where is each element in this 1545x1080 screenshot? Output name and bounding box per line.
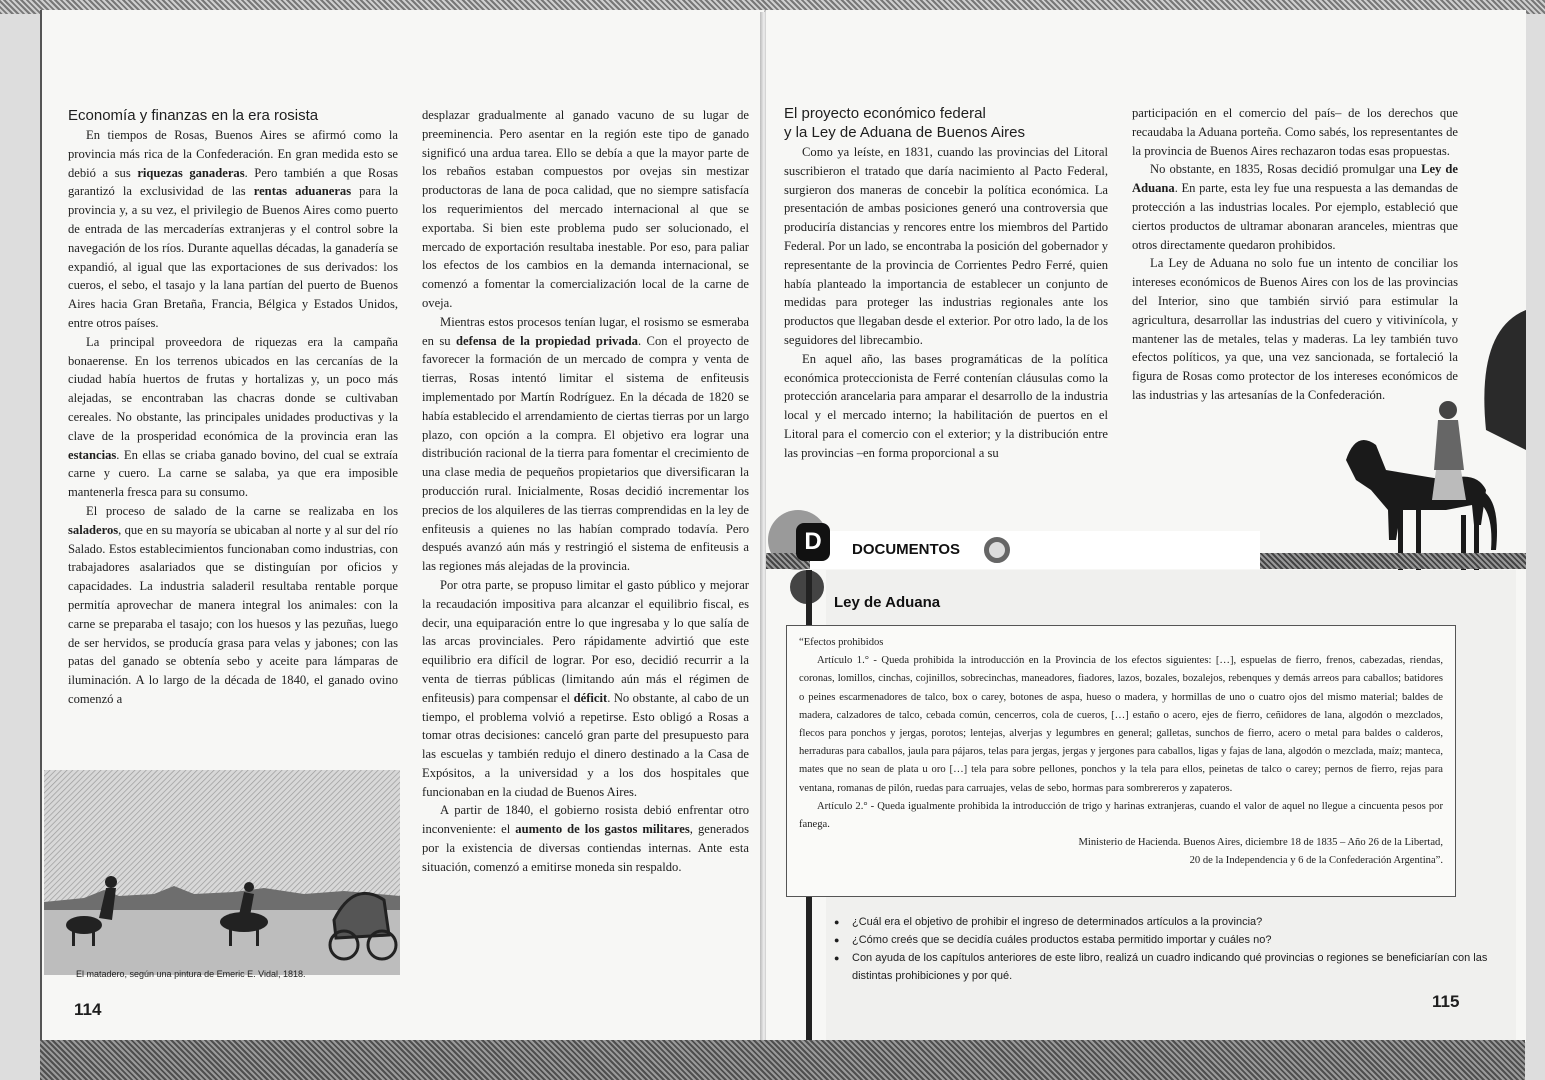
paragraph bbox=[422, 313, 749, 576]
quote-signature bbox=[799, 834, 1443, 870]
text-run: La Ley de Aduana no solo fue un intento de conciliar los intereses económicos de Buenos Aires con los de las provincias del Interior, sino que también sirvió para estimular la agricultura, desarrollar las industrias del cuero y vitivinícola, y mantener las de metales, telas y maderas. La ley también tuvo efectos políticos, ya que, una vez sancionada, se fortaleció la figura de Rosas como protector de los intereses económicos de las industrias y las artesanías de la Confederación. bbox=[1132, 256, 1458, 402]
text-run: . Con el proyecto de favorecer la formación de un mercado de compra y venta de tierras, Rosas intentó limitar el sistema de enfiteusis implementado por Martín Rodríguez. En la década de 1820 se había establecido el arrendamiento de ciertas tierras por un largo plazo, con opción a la compra. El objetivo era lograr una distribución racional de la tierra para fomentar el crecimiento de una clase media de pequeños propietarios que diversificaran la producción rural. Inicialmente, Rosas decidió incrementar los precios de los alquileres de las tierras comprendidas en la ley de enfiteusis a quienes no las habían comprado todavía. Pero después avanzó aún más y restringió el sistema de enfiteusis a las regiones más alejadas de la provincia. bbox=[422, 333, 749, 574]
text-run: Como ya leíste, en 1831, cuando las provincias del Litoral suscribieron el tratado que daría nacimiento al Pacto Federal, surgieron dos maneras de concebir la política económica. La presentación de ambas posiciones generó una controversia que produciría distancias y rencores entre los miembros del Partido Federal. Por un lado, se encontraba la posición del gobernador y representante de la provincia de Corrientes Pedro Ferré, quien había planteado la importancia de establecer un conjunto de medidas para proteger las industrias regionales ante los productos que llegaban desde el exterior. Por otro lado, la de los seguidores del librecambio. bbox=[784, 145, 1108, 347]
text-run: No obstante, en 1835, Rosas decidió promulgar una bbox=[1150, 162, 1422, 177]
paragraph bbox=[1132, 160, 1458, 254]
matadero-illustration bbox=[44, 770, 400, 975]
right-page bbox=[766, 10, 1526, 1042]
paragraph bbox=[422, 576, 749, 802]
bold-term: estancias bbox=[68, 447, 117, 462]
question-item: ● Con ayuda de los capítulos anteriores de este libro, realizá un cuadro indicando qué provincias o regiones se beneficiarían con las distintas prohibiciones y por qué. bbox=[852, 949, 1492, 985]
bold-term: déficit bbox=[573, 690, 608, 705]
paragraph bbox=[422, 106, 749, 313]
quote-article-2: Artículo 2.° - Queda igualmente prohibida la introducción de trigo y harinas extranjeras, cuando el valor de aquel no llegue a cincuenta pesos por fanega. bbox=[799, 800, 1443, 831]
left-column-1 bbox=[68, 106, 398, 709]
text-run: . Pero también a que Rosas garantizó la exclusividad de las bbox=[68, 165, 398, 199]
right-column-1 bbox=[784, 104, 1108, 463]
left-page bbox=[40, 10, 764, 1042]
paragraph bbox=[68, 502, 398, 709]
text-run: Mientras estos procesos tenían lugar, el rosismo se esmeraba en su bbox=[422, 314, 749, 348]
bold-term: riquezas ganaderas bbox=[137, 165, 245, 180]
heading-line-2: y la Ley de Aduana de Buenos Aires bbox=[784, 124, 1026, 141]
page-number: 114 bbox=[74, 1000, 102, 1019]
bold-term: rentas aduaneras bbox=[253, 184, 352, 199]
illustration-caption: El matadero, según una pintura de Emeric E. Vidal, 1818. bbox=[76, 969, 306, 979]
question-item: ● ¿Cuál era el objetivo de prohibir el ingreso de determinados artículos a la provincia? bbox=[852, 913, 1492, 931]
text-run: A partir de 1840, el gobierno rosista debió enfrentar otro inconveniente: el bbox=[422, 803, 749, 837]
heading-line-1: El proyecto económico federal bbox=[784, 105, 986, 122]
text-run: El proceso de salado de la carne se realizaba en los bbox=[86, 503, 398, 518]
text-run: participación en el comercio del país– de los derechos que recaudaba la Aduana porteña. Como sabés, los representantes de la provincia de Buenos Aires rechazaron todas esas propuestas. bbox=[1132, 106, 1458, 158]
paragraph bbox=[68, 126, 398, 333]
bold-term: Ley de Aduana bbox=[1132, 162, 1459, 196]
paragraph bbox=[784, 350, 1108, 463]
bold-term: aumento de los gastos militares bbox=[515, 822, 690, 837]
document-quote bbox=[786, 625, 1456, 897]
decorative-ring bbox=[984, 537, 1010, 563]
left-column-2 bbox=[422, 106, 749, 877]
text-run: , generados por la existencia de diversas contiendas internas. Ante esta situación, comenzó a emitirse moneda sin respaldo. bbox=[422, 822, 749, 874]
quote-intro: “Efectos prohibidos bbox=[799, 637, 884, 648]
scan-bottom-band bbox=[40, 1040, 1525, 1080]
section-heading: Economía y finanzas en la era rosista bbox=[68, 107, 319, 124]
paragraph bbox=[68, 333, 398, 502]
text-run: para la provincia y, a su vez, el privilegio de Buenos Aires como puerto de entrada de las mercaderías extranjeras y el control sobre la navegación de los ríos. Durante aquellas décadas, la ganadería se expandió, al igual que las exportaciones de sus derivados: los cueros, el sebo, el tasajo y la lana partían del puerto de Buenos Aires hacia Gran Bretaña, Francia, Bélgica y Estados Unidos, entre otros países. bbox=[68, 184, 398, 330]
text-run: , que en su mayoría se ubicaban al norte y al sur del río Salado. Estos establecimientos funcionaban como industrias, con trabajadores asalariados que se distinguían por oficios y capacidades. La industria saladeril resultaba rentable porque permitía aprovechar de manera integral los animales: con la carne se preparaba el tasajo; con los huesos y las pezuñas, luego de ser hervidos, se producía grasa para velas y jabones; con las patas del ganado se obtenía sebo y aceite para lámparas de iluminación. A lo largo de la década de 1840, el ganado ovino comenzó a bbox=[68, 522, 398, 706]
quote-article-1: Artículo 1.° - Queda prohibida la introducción en la Provincia de los efectos siguientes: […], espuelas de fierro, frenos, cabezadas, riendas, coronas, lomillos, cinchas, cojinillos, sobrecinchas, maneadores, fiadores, lazos, bozales, bozalejos, rebenques y demás arreos para caballos; batidores o peines escarmenadores de talco, box o carey, botones de aspa, hueso o madera, y hormillas de uno o cuatro ojos del mismo material; baldes de madera, calzadores de talco, cebada común, cencerros, cola de cueros, […] estaño o acero, ejes de fierro, ceñidores de lana, algodón o mezclados, flecos para ponchos y jergas, porotos; lentejas, alverjas y legumbres en general; galletas, sunchos de fierro, acero o metal para baldes o calderos, herraduras para caballos, jaula para pájaros, telas para jergas, jergas y jergones para caballos, ligas y fajas de lana, algodón o mezclada, maíz; manteca, mates que no sean de plata u oro […] tela para sobre pellones, ponchos y la tela para ellos, peinetas de talco o carey; pernos de fierro, rejas para ventana, romanas de pilón, ruedas para carruajes, velas de sebo, hormas para sombrereros y zapateros. bbox=[799, 655, 1443, 794]
documents-letter-badge: D bbox=[796, 523, 830, 561]
documents-section-title: DOCUMENTOS bbox=[852, 541, 961, 558]
paragraph bbox=[422, 801, 749, 876]
page-number: 115 bbox=[1432, 992, 1460, 1011]
text-run: En aquel año, las bases programáticas de la política económica proteccionista de Ferré contenían cláusulas como la protección arancelaria para amparar el desarrollo de la industria local y el mercado interno; la habilitación de puertos en el Litoral para el comercio con el exterior; y la distribución entre las provincias –en forma proporcional a su bbox=[784, 351, 1108, 460]
activity-questions bbox=[834, 913, 1492, 985]
signature-line-1: Ministerio de Hacienda. Buenos Aires, diciembre 18 de 1835 – Año 26 de la Libertad, bbox=[1078, 837, 1443, 849]
text-run: En tiempos de Rosas, Buenos Aires se afirmó como la provincia más rica de la Confederación. En gran medida esto se debió a sus bbox=[68, 128, 398, 180]
text-run: . En ellas se criaba ganado bovino, del cual se extraía carne y cuero. La carne se salaba, ya que era imposible mantenerla fresca para su consumo. bbox=[68, 447, 398, 500]
section-heading bbox=[784, 104, 1108, 142]
bold-term: defensa de la propiedad privada bbox=[456, 333, 638, 348]
text-run: La principal proveedora de riquezas era la campaña bonaerense. En los terrenos ubicados en las cercanías de la ciudad había huertos de frutas y hortalizas y, un poco más alejadas, se encontraban las chacras donde se cultivaban cereales. No obstante, las principales unidades productivas y la clave de la prosperidad económica de la provincia eran las bbox=[68, 334, 398, 443]
paragraph bbox=[784, 143, 1108, 350]
text-run: Por otra parte, se propuso limitar el gasto público y mejorar la recaudación impositiva para alcanzar el equilibrio fiscal, es decir, una equiparación entre lo que ingresaba y lo que salía de las arcas provinciales. Pero rápidamente advirtió que este equilibrio era difícil de lograr. Por eso, decidió recurrir a la venta de tierras públicas (limitando aún más el régimen de enfiteusis) para compensar el bbox=[422, 577, 749, 705]
text-run: desplazar gradualmente al ganado vacuno de su lugar de preeminencia. Pero asentar en la región este tipo de ganado significó una ardua tarea. Ello se debía a que la mayor parte de los rebaños estaban compuestos por ovejas sin mestizar productoras de lana de poca calidad, que no siempre satisfacía los requerimientos del mercado internacional al que se exportaba. Si bien este problema pudo ser solucionado, el mercado de exportación resultaba inestable. Por eso, para paliar los efectos de los cambios en la demanda internacional, se comenzó a fomentar la comercialización local de la carne de oveja. bbox=[422, 108, 749, 310]
document-title: Ley de Aduana bbox=[834, 594, 941, 611]
text-run: . En parte, esta ley fue una respuesta a las demandas de protección a las industrias locales. Por ejemplo, estableció que ciertos productos de ultramar abonaran aranceles, mientras que otros directamente quedaron prohibidos. bbox=[1132, 181, 1458, 252]
rider bbox=[1432, 401, 1466, 500]
question-item: ● ¿Cómo creés que se decidía cuáles productos estaba permitido importar y cuáles no? bbox=[852, 931, 1492, 949]
bold-term: saladeros bbox=[68, 522, 119, 537]
text-run: . No obstante, al cabo de un tiempo, el problema volvió a repetirse. Esto obligó a Rosas a tomar otras decisiones: canceló gran parte del presupuesto para las escuelas y también redujo el dinero destinado a la Casa de Expósitos, a la universidad y a los dos hospitales que funcionaban en la ciudad de Buenos Aires. bbox=[422, 690, 749, 799]
signature-line-2: 20 de la Independencia y 6 de la Confederación Argentina”. bbox=[1189, 855, 1443, 867]
paragraph bbox=[1132, 104, 1458, 160]
decorative-curve bbox=[1484, 310, 1526, 450]
